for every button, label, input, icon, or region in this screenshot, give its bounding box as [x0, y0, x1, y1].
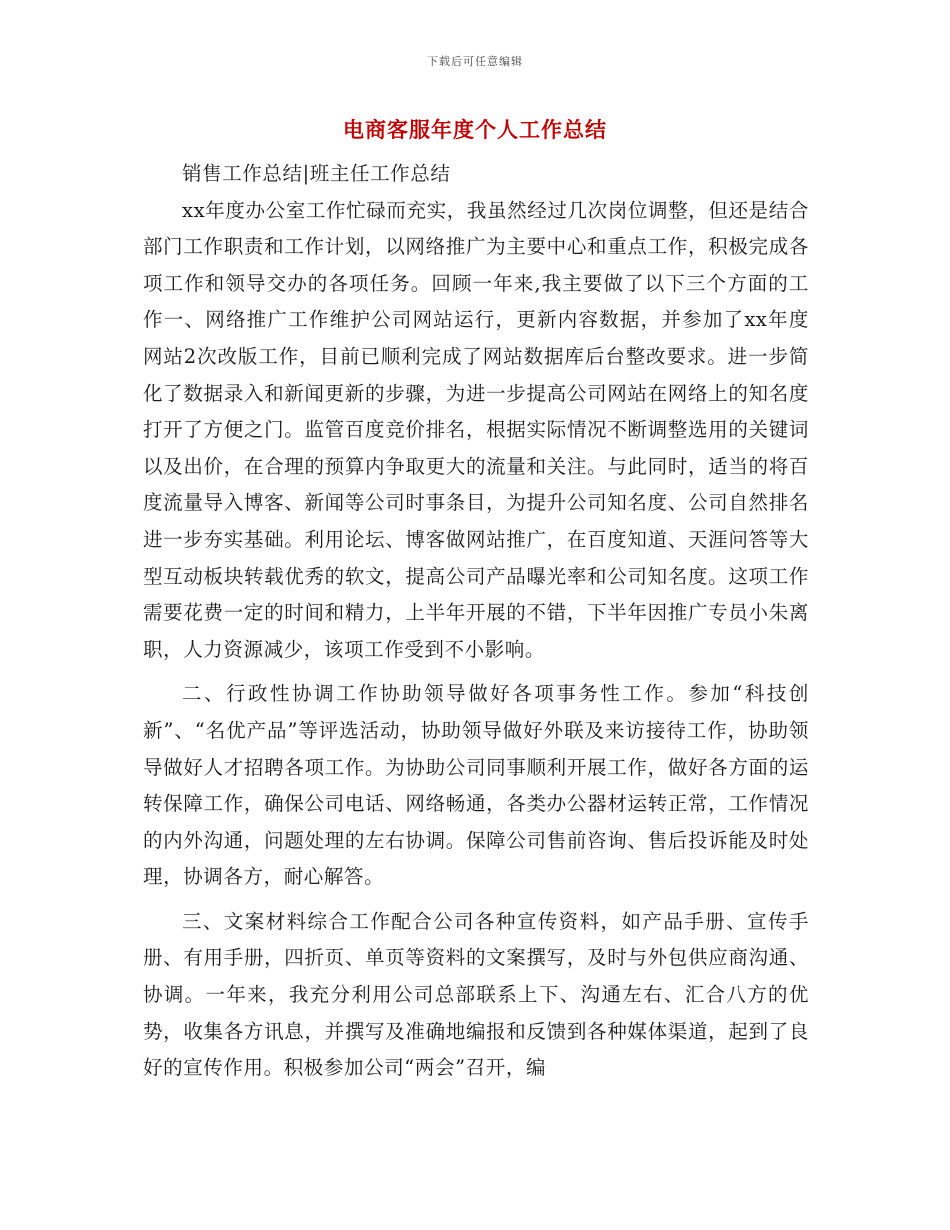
paragraph-2: 二、行政性协调工作协助领导做好各项事务性工作。参加“科技创新”、“名优产品”等评选活动，协助领导做好外联及来访接待工作，协助领导做好人才招聘各项工作。为协助公司同事顺利开展工作，做好各方面的运转保障工作，确保公司电话、网络畅通，各类办公器材运转正常，工作情况的内外沟通，问题处理的左右协调。保障公司售前咨询、售后投诉能及时处理，协调各方，耐心解答。: [143, 682, 809, 889]
paragraph-3: 三、文案材料综合工作配合公司各种宣传资料，如产品手册、宣传手册、有用手册，四折页、单页等资料的文案撰写，及时与外包供应商沟通、协调。一年来，我充分利用公司总部联系上下、沟通左右、汇合八方的优势，收集各方讯息，并撰写及准确地编报和反馈到各种媒体渠道，起到了良好的宣传作用。积极参加公司“两会”召开，编: [143, 909, 809, 1080]
subtitle-line: 销售工作总结|班主任工作总结: [182, 162, 451, 185]
paragraph-1: xx年度办公室工作忙碌而充实，我虽然经过几次岗位调整，但还是结合部门工作职责和工作计划，以网络推广为主要中心和重点工作，积极完成各项工作和领导交办的各项任务。回顾一年来,我主要做了以下三个方面的工作一、网络推广工作维护公司网站运行，更新内容数据，并参加了xx年度网站2次改版工作，目前已顺利完成了网站数据库后台整改要求。进一步简化了数据录入和新闻更新的步骤，为进一步提高公司网站在网络上的知名度打开了方便之门。监管百度竞价排名，根据实际情况不断调整选用的关键词以及出价，在合理的预算内争取更大的流量和关注。与此同时，适当的将百度流量导入博客、新闻等公司时事条目，为提升公司知名度、公司自然排名进一步夯实基础。利用论坛、博客做网站推广，在百度知道、天涯问答等大型互动板块转载优秀的软文，提高公司产品曝光率和公司知名度。这项工作需要花费一定的时间和精力，上半年开展的不错，下半年因推广专员小朱离职，人力资源减少，该项工作受到不小影响。: [143, 198, 809, 661]
document-body: [143, 156, 809, 1087]
document-title: 电商客服年度个人工作总结: [343, 118, 607, 142]
page-header-note: 下载后可任意编辑: [427, 55, 523, 68]
